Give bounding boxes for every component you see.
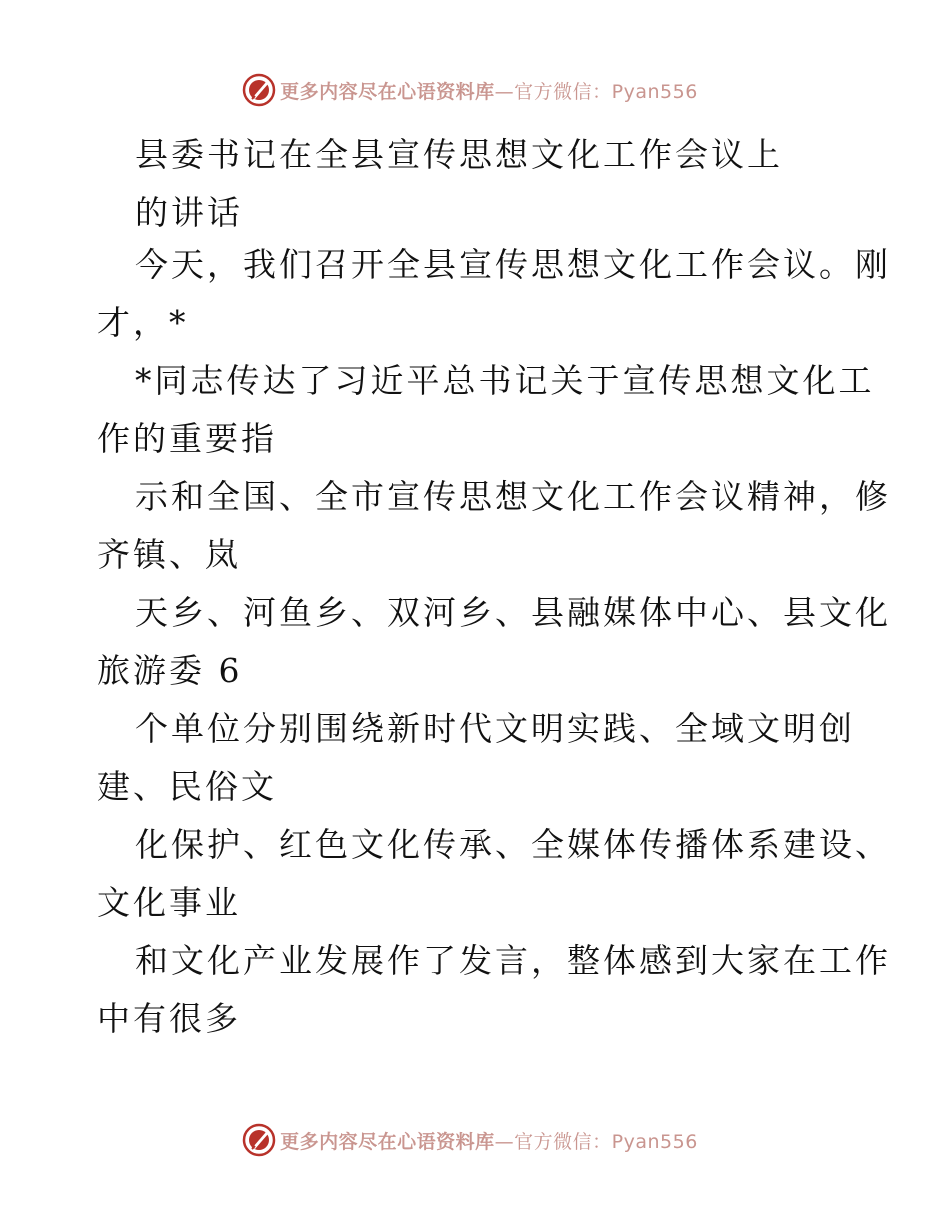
- watermark-wechat-text: 官方微信：Pyan556: [514, 1130, 698, 1153]
- body-line: 作的重要指: [97, 419, 277, 458]
- feather-pen-icon: [242, 73, 276, 107]
- header-watermark-banner: [0, 70, 950, 110]
- body-line: 中有很多: [97, 999, 241, 1038]
- footer-watermark-banner: [0, 1120, 950, 1160]
- body-line: 旅游委 6: [97, 651, 243, 690]
- body-line: 今天，我们召开全县宣传思想文化工作会议。刚: [135, 245, 891, 284]
- body-line: 示和全国、全市宣传思想文化工作会议精神，修: [135, 477, 891, 516]
- body-line: 个单位分别围绕新时代文明实践、全域文明创: [135, 709, 855, 748]
- watermark-brand-text: 更多内容尽在心语资料库: [280, 80, 495, 103]
- title-line-1: 县委书记在全县宣传思想文化工作会议上: [135, 135, 783, 174]
- body-line: 才，*: [97, 303, 189, 342]
- body-line: 天乡、河鱼乡、双河乡、县融媒体中心、县文化: [135, 593, 891, 632]
- document-body: [97, 236, 891, 1048]
- body-line: 和文化产业发展作了发言，整体感到大家在工作: [135, 941, 891, 980]
- watermark-brand-text: 更多内容尽在心语资料库: [280, 1130, 495, 1153]
- document-title: [135, 126, 783, 242]
- feather-pen-icon: [242, 1123, 276, 1157]
- body-line: *同志传达了习近平总书记关于宣传思想文化工: [135, 361, 875, 400]
- body-line: 齐镇、岚: [97, 535, 241, 574]
- watermark-separator: —: [494, 1130, 515, 1153]
- body-line: 化保护、红色文化传承、全媒体传播体系建设、: [135, 825, 891, 864]
- body-line: 文化事业: [97, 883, 241, 922]
- watermark-separator: —: [494, 80, 515, 103]
- watermark-wechat-text: 官方微信：Pyan556: [514, 80, 698, 103]
- body-line: 建、民俗文: [97, 767, 277, 806]
- title-line-2: 的讲话: [135, 193, 243, 232]
